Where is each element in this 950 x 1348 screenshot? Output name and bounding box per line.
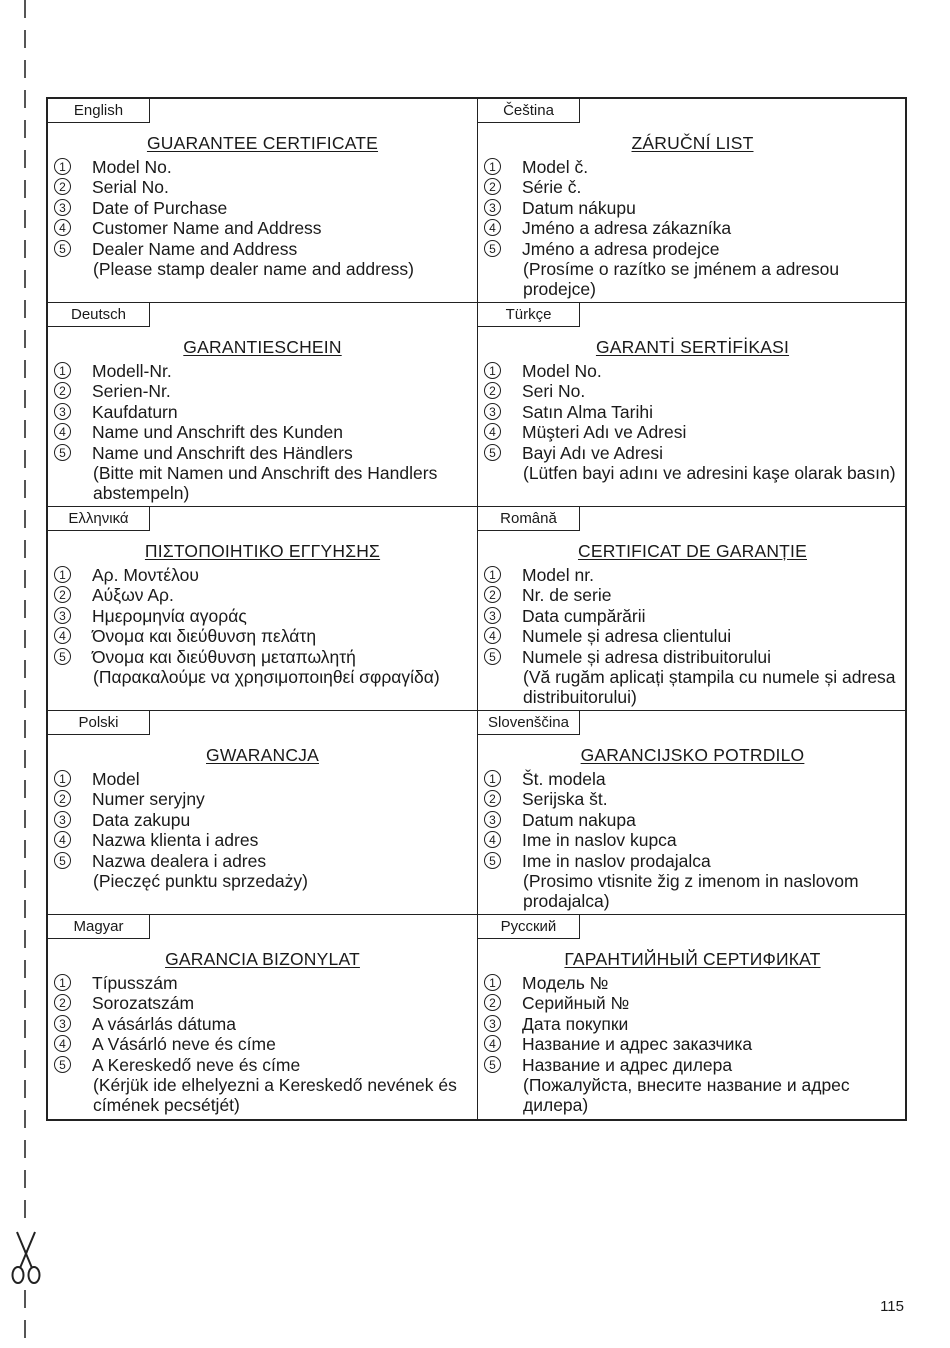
list-item: 1 Típusszám <box>54 973 471 993</box>
scissors-icon <box>8 1228 44 1288</box>
circled-number: 5 <box>54 1056 71 1073</box>
list-item: 1 Model No. <box>484 361 901 381</box>
field-list <box>484 361 901 483</box>
list-item: 5 Όνομα και διεύθυνση μεταπωλητή <box>54 647 471 667</box>
list-item: 2 Sorozatszám <box>54 993 471 1013</box>
section-title: GWARANCJA <box>206 745 319 765</box>
circled-number: 3 <box>484 1015 501 1032</box>
list-item: 3 Satın Alma Tarihi <box>484 402 901 422</box>
stamp-note: (Пожалуйста, внесите название и адрес дилера) <box>523 1075 850 1116</box>
language-label: Deutsch <box>48 303 150 327</box>
list-item: 2 Αύξων Αρ. <box>54 585 471 605</box>
circled-number: 2 <box>54 790 71 807</box>
list-item: 1 Model nr. <box>484 565 901 585</box>
circled-number: 1 <box>54 974 71 991</box>
language-label: Türkçe <box>478 303 580 327</box>
circled-number: 5 <box>484 852 501 869</box>
list-item: 3 Data zakupu <box>54 810 471 830</box>
section-title: GARANTIESCHEIN <box>183 337 342 357</box>
language-label: Čeština <box>478 99 580 123</box>
list-item: 2 Numer seryjny <box>54 789 471 809</box>
circled-number: 3 <box>54 607 71 624</box>
circled-number: 2 <box>54 382 71 399</box>
circled-number: 5 <box>54 444 71 461</box>
list-item: 5 Ime in naslov prodajalca <box>484 851 901 871</box>
list-item: 1 Modell-Nr. <box>54 361 471 381</box>
page-number: 115 <box>880 1298 904 1315</box>
circled-number: 5 <box>54 240 71 257</box>
circled-number: 4 <box>54 1035 71 1052</box>
list-item: 2 Serial No. <box>54 177 471 197</box>
list-item: 5 Dealer Name and Address <box>54 239 471 259</box>
circled-number: 5 <box>484 1056 501 1073</box>
list-item: 4 Customer Name and Address <box>54 218 471 238</box>
circled-number: 4 <box>484 627 501 644</box>
circled-number: 4 <box>484 423 501 440</box>
circled-number: 1 <box>484 158 501 175</box>
stamp-note: (Bitte mit Namen und Anschrift des Handlers abstempeln) <box>93 463 438 504</box>
language-label: Slovenščina <box>478 711 580 735</box>
circled-number: 1 <box>484 362 501 379</box>
list-item: 1 Model No. <box>54 157 471 177</box>
stamp-note: (Lütfen bayi adını ve adresini kaşe olarak basın) <box>523 463 896 484</box>
field-list <box>484 157 901 300</box>
list-item: 5 Nazwa dealera i adres <box>54 851 471 871</box>
list-item: 5 Bayi Adı ve Adresi <box>484 443 901 463</box>
list-item: 3 Datum nákupu <box>484 198 901 218</box>
stamp-note: (Kérjük ide elhelyezni a Kereskedő nevének és címének pecsétjét) <box>93 1075 457 1116</box>
field-list <box>54 769 471 891</box>
circled-number: 1 <box>54 566 71 583</box>
circled-number: 3 <box>484 403 501 420</box>
stamp-note: (Prosimo vtisnite žig z imenom in naslovom prodajalca) <box>523 871 859 912</box>
circled-number: 3 <box>54 1015 71 1032</box>
circled-number: 5 <box>54 648 71 665</box>
circled-number: 4 <box>484 831 501 848</box>
section-slovenian <box>478 711 907 915</box>
list-item: 4 Ime in naslov kupca <box>484 830 901 850</box>
circled-number: 2 <box>484 994 501 1011</box>
field-list <box>484 565 901 708</box>
list-item: 3 A vásárlás dátuma <box>54 1014 471 1034</box>
circled-number: 4 <box>484 219 501 236</box>
list-item: 3 Date of Purchase <box>54 198 471 218</box>
list-item: 2 Серийный № <box>484 993 901 1013</box>
section-title: ГАРАНТИЙНЫЙ СЕРТИФИКАТ <box>564 949 821 969</box>
list-item: 4 Name und Anschrift des Kunden <box>54 422 471 442</box>
section-title: CERTIFICAT DE GARANȚIE <box>577 541 807 561</box>
list-item: 1 Αρ. Μοντέλου <box>54 565 471 585</box>
section-title: GUARANTEE CERTIFICATE <box>146 133 379 153</box>
section-czech <box>478 99 907 303</box>
section-polish <box>48 711 478 915</box>
circled-number: 4 <box>54 831 71 848</box>
circled-number: 5 <box>484 444 501 461</box>
list-item: 4 A Vásárló neve és címe <box>54 1034 471 1054</box>
circled-number: 1 <box>54 362 71 379</box>
section-title: ΠΙΣΤΟΠΟΙΗΤΙΚΟ ΕΓΓΥΗΣΗΣ <box>144 541 381 561</box>
list-item: 2 Serien-Nr. <box>54 381 471 401</box>
circled-number: 4 <box>54 627 71 644</box>
field-list <box>54 361 471 504</box>
section-title: GARANCIJSKO POTRDILO <box>580 745 805 765</box>
list-item: 3 Дата покупки <box>484 1014 901 1034</box>
list-item: 1 Model <box>54 769 471 789</box>
section-turkish <box>478 303 907 507</box>
list-item: 1 Št. modela <box>484 769 901 789</box>
circled-number: 2 <box>484 586 501 603</box>
stamp-note: (Παρακαλούμε να χρησιμοποιηθεί σφραγίδα) <box>93 667 440 688</box>
stamp-note: (Please stamp dealer name and address) <box>93 259 415 280</box>
list-item: 4 Όνομα και διεύθυνση πελάτη <box>54 626 471 646</box>
list-item: 5 Jméno a adresa prodejce <box>484 239 901 259</box>
list-item: 3 Ημερομηνία αγοράς <box>54 606 471 626</box>
list-item: 1 Модель № <box>484 973 901 993</box>
section-greek <box>48 507 478 711</box>
circled-number: 4 <box>484 1035 501 1052</box>
section-german <box>48 303 478 507</box>
field-list <box>54 973 471 1116</box>
language-label: Română <box>478 507 580 531</box>
section-title: GARANCIA BIZONYLAT <box>165 949 360 969</box>
circled-number: 1 <box>484 770 501 787</box>
list-item: 5 Название и адрес дилера <box>484 1055 901 1075</box>
stamp-note: (Vă rugăm aplicați ștampila cu numele și adresa distribuitorului) <box>523 667 896 708</box>
stamp-note: (Pieczęć punktu sprzedaży) <box>93 871 308 892</box>
language-label: Polski <box>48 711 150 735</box>
list-item: 4 Müşteri Adı ve Adresi <box>484 422 901 442</box>
list-item: 3 Kaufdaturn <box>54 402 471 422</box>
section-title: GARANTİ SERTİFİKASI <box>595 337 790 357</box>
field-list <box>54 157 471 279</box>
circled-number: 3 <box>484 607 501 624</box>
field-list <box>484 973 901 1116</box>
list-item: 4 Jméno a adresa zákazníka <box>484 218 901 238</box>
circled-number: 5 <box>54 852 71 869</box>
section-russian <box>478 915 907 1119</box>
field-list <box>484 769 901 912</box>
list-item: 5 Numele și adresa distribuitorului <box>484 647 901 667</box>
list-item: 5 Name und Anschrift des Händlers <box>54 443 471 463</box>
list-item: 2 Seri No. <box>484 381 901 401</box>
circled-number: 2 <box>484 790 501 807</box>
section-romanian <box>478 507 907 711</box>
circled-number: 4 <box>54 423 71 440</box>
circled-number: 5 <box>484 240 501 257</box>
list-item: 5 A Kereskedő neve és címe <box>54 1055 471 1075</box>
circled-number: 3 <box>54 811 71 828</box>
language-label: Magyar <box>48 915 150 939</box>
list-item: 1 Model č. <box>484 157 901 177</box>
circled-number: 1 <box>54 158 71 175</box>
section-hungarian <box>48 915 478 1119</box>
stamp-note: (Prosíme o razítko se jménem a adresou prodejce) <box>523 259 840 300</box>
circled-number: 2 <box>54 178 71 195</box>
list-item: 4 Nazwa klienta i adres <box>54 830 471 850</box>
circled-number: 4 <box>54 219 71 236</box>
circled-number: 1 <box>54 770 71 787</box>
list-item: 3 Datum nakupa <box>484 810 901 830</box>
guarantee-certificate-table <box>46 97 907 1121</box>
list-item: 4 Название и адрес заказчика <box>484 1034 901 1054</box>
section-english <box>48 99 478 303</box>
circled-number: 5 <box>484 648 501 665</box>
list-item: 2 Série č. <box>484 177 901 197</box>
circled-number: 3 <box>484 199 501 216</box>
circled-number: 2 <box>484 382 501 399</box>
field-list <box>54 565 471 687</box>
list-item: 3 Data cumpărării <box>484 606 901 626</box>
language-label: English <box>48 99 150 123</box>
language-label: Ελληνικά <box>48 507 150 531</box>
list-item: 4 Numele și adresa clientului <box>484 626 901 646</box>
circled-number: 2 <box>484 178 501 195</box>
list-item: 2 Serijska št. <box>484 789 901 809</box>
circled-number: 1 <box>484 566 501 583</box>
circled-number: 3 <box>54 403 71 420</box>
circled-number: 3 <box>484 811 501 828</box>
circled-number: 1 <box>484 974 501 991</box>
circled-number: 3 <box>54 199 71 216</box>
language-label: Русский <box>478 915 580 939</box>
circled-number: 2 <box>54 994 71 1011</box>
cut-line <box>24 0 26 1348</box>
list-item: 2 Nr. de serie <box>484 585 901 605</box>
circled-number: 2 <box>54 586 71 603</box>
section-title: ZÁRUČNÍ LIST <box>631 133 754 153</box>
